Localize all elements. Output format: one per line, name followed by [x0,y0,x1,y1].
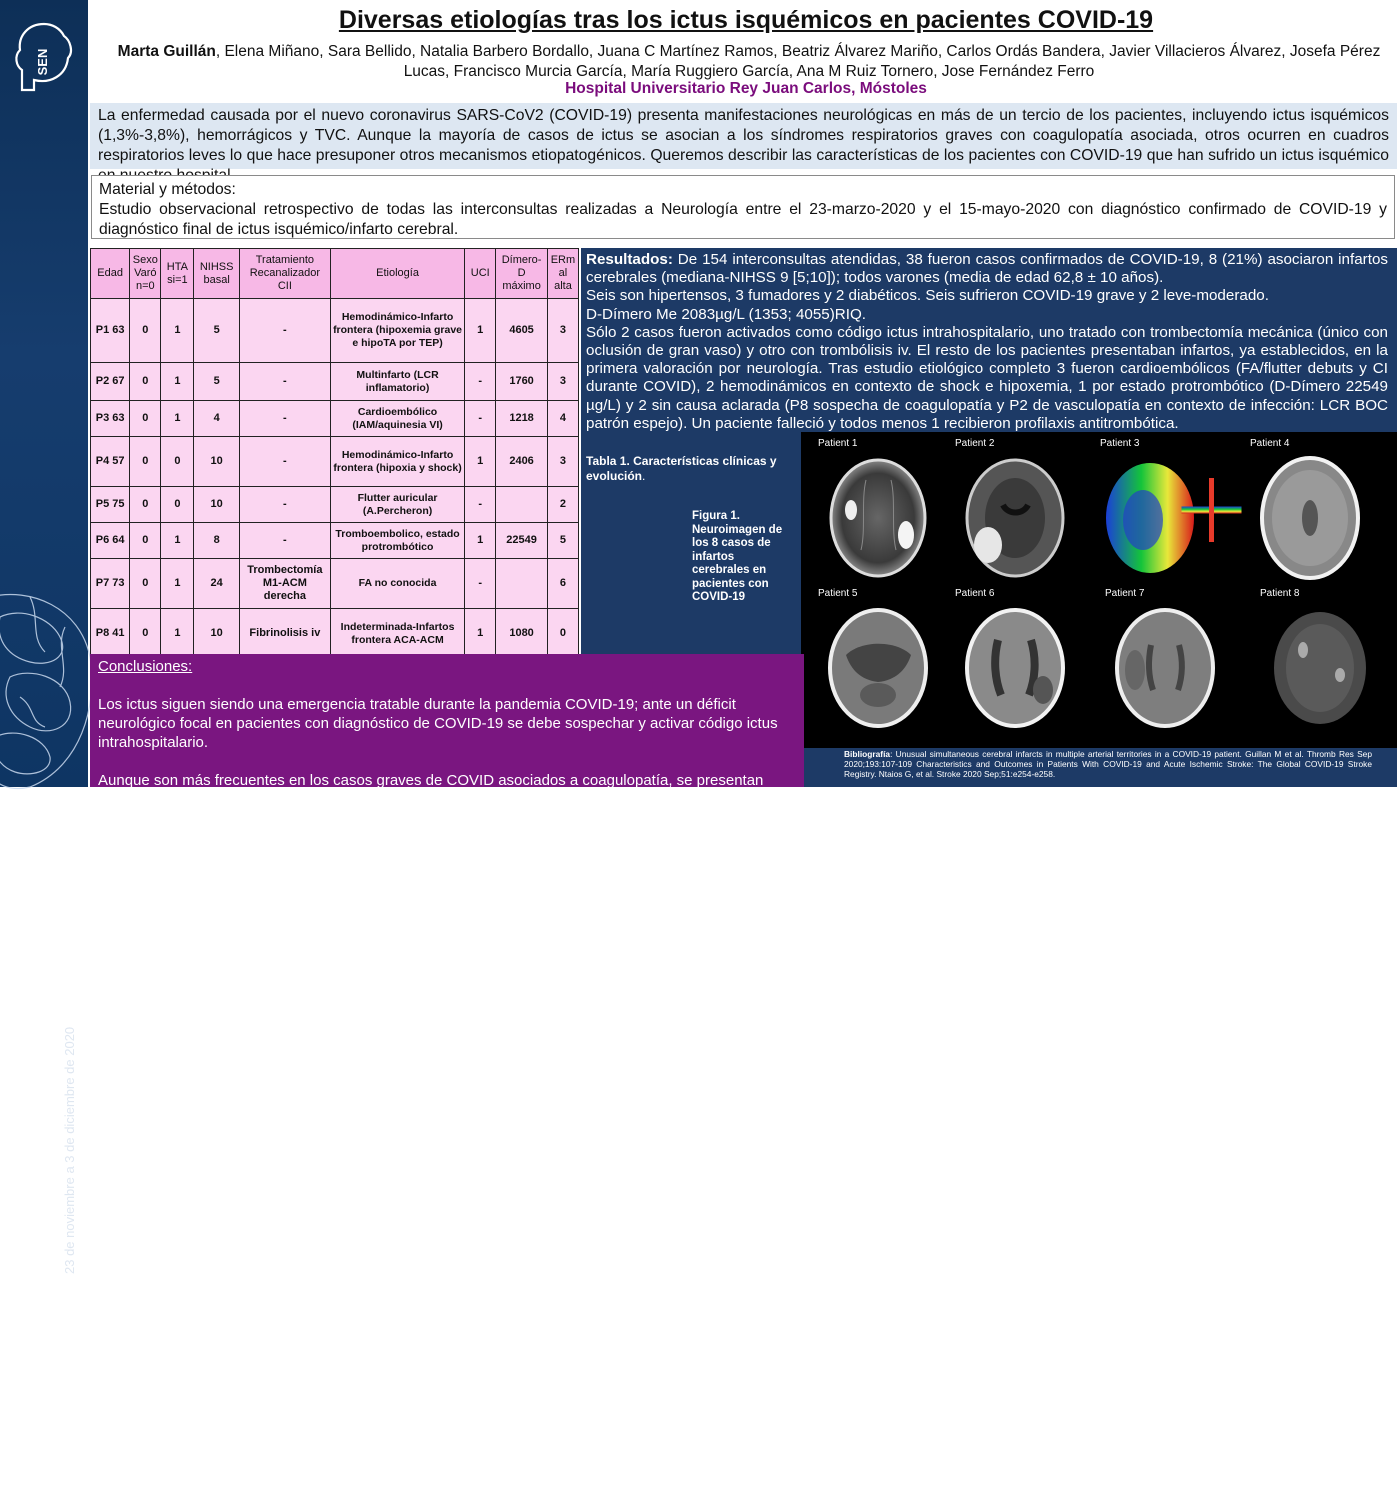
patient-image [943,434,1088,586]
figure-caption: Figura 1. Neuroimagen de los 8 casos de infartos cerebrales en pacientes con COVID-19 [692,510,783,603]
patient-label: Patient 8 [1260,588,1300,599]
cell-dimero: 1080 [496,609,548,659]
captions-panel [581,432,801,656]
cell-edad: P1 63 [91,299,130,363]
cell-edad: P7 73 [91,559,130,609]
cell-sexo: 0 [130,437,161,487]
table-row [91,523,579,559]
cell-erm: 3 [547,299,578,363]
cell-dimero: 1218 [496,401,548,437]
col-etiologia: Etiología [330,249,464,299]
cell-hta: 0 [161,437,194,487]
cell-etiologia: Tromboembolico, estado protrombótico [330,523,464,559]
results-section [581,248,1397,432]
cell-hta: 1 [161,609,194,659]
cell-nihss: 8 [194,523,239,559]
cell-tratamiento: - [239,299,330,363]
cell-hta: 1 [161,401,194,437]
cell-tratamiento: - [239,487,330,523]
cell-nihss: 5 [194,299,239,363]
cell-dimero: 2406 [496,437,548,487]
cell-edad: P8 41 [91,609,130,659]
cell-uci: 1 [465,299,496,363]
cell-nihss: 10 [194,437,239,487]
ct-scan [806,600,951,735]
results-p1: De 154 interconsultas atendidas, 38 fueron casos confirmados de COVID-19, 8 (21%) asociaron infartos cerebrales (mediana-NIHSS 9 [5;10]); todos varones (media de edad 62,8 ± 10 años). [586,251,1388,287]
sen-logo [10,18,78,98]
cell-tratamiento: - [239,401,330,437]
table-row [91,299,579,363]
cell-uci: 1 [465,437,496,487]
results-p3: D-Dímero Me 2083µg/L (1353; 4055)RIQ. [586,305,867,323]
table-row [91,401,579,437]
cell-tratamiento: Trombectomía M1-ACM derecha [239,559,330,609]
col-edad: Edad [91,249,130,299]
bibliography-text: : Unusual simultaneous cerebral infarcts in multiple arterial territories in a COVID-19 patient. Guillan M et al. Thromb Res Sep 2020;193:107-109 Characteristics and Outcomes in Patients With COVID-19 and Acute Ischemic Stroke: The Global COVID-19 Stroke Registry. Ntaios G, et al. Stroke 2020 Sep;51:e254-e258. [844,749,1372,780]
cell-dimero: 1760 [496,363,548,401]
methods-heading: Material y métodos: [99,181,236,198]
patient-label: Patient 3 [1100,438,1140,449]
cell-nihss: 10 [194,487,239,523]
cell-edad: P4 57 [91,437,130,487]
patient-image [1093,584,1238,736]
cell-sexo: 0 [130,363,161,401]
patient-image [806,584,951,736]
ct-scan [1238,450,1383,585]
cell-sexo: 0 [130,487,161,523]
mri-scan [1248,600,1393,735]
cell-nihss: 4 [194,401,239,437]
cell-etiologia: Flutter auricular (A.Percheron) [330,487,464,523]
bibliography [804,748,1397,787]
cell-erm: 0 [547,609,578,659]
cell-etiologia: FA no conocida [330,559,464,609]
col-hta: HTA si=1 [161,249,194,299]
conclusions-p2: Aunque son más frecuentes en los casos graves de COVID asociados a coagulopatía, se presentan también en casos leve-moderados sin coagulopatía franca, presumiblemente por otros mecanismos. [98,772,766,808]
cell-erm: 2 [547,487,578,523]
patient-image [943,584,1088,736]
perfusion-map [1088,450,1233,585]
cell-etiologia: Hemodinámico-Infarto frontera (hipoxia y shock) [330,437,464,487]
cell-uci: - [465,363,496,401]
introduction: La enfermedad causada por el nuevo coronavirus SARS-CoV2 (COVID-19) presenta manifestaciones neurológicas en más de un tercio de los pacientes, incluyendo ictus isquémicos (1,3%-3,8%), hemorrágicos y TVC. Aunque la mayoría de casos de ictus se asocian a los síndromes respiratorios graves con coagulopatía asociada, otros ocurren en cuadros respiratorios leves lo que hace presuponer otros mecanismos etiopatogénicos. Queremos describir las características de los pacientes con COVID-19 que han sufrido un ictus isquémico [90,103,1397,169]
logo-text: SEN [35,48,50,76]
brain-illustration [0,577,100,797]
results-p4: Sólo 2 casos fueron activados como código ictus intrahospitalario, uno tratado con trombectomía mecánica (único con oclusión de gran vaso) y otro con trombólisis iv. El resto de los pacientes presentaban infartos, ya establecidos, en la primera valoración por neurología. Tras estudio etiológico completo 3 fueron cardioembólicos (FA/flutter debuts y CI durante COVID), 2 hemodinámicos en contexto de shock e hipoxemia, 1 por estado protrombótico (D-Dímero 22549 µg/L) y 2 sin causa aclarada (P8 sospecha de coagulopatía y P2 de vasculopatía en contexto de infección: LCR BOC patrón espejo). Un paciente falleció y todos menos 1 recibieron profilaxis antitrombótica. [586,323,1388,432]
col-nihss: NIHSS basal [194,249,239,299]
cell-tratamiento: - [239,363,330,401]
patient-label: Patient 2 [955,438,995,449]
table-row [91,437,579,487]
first-author: Marta Guillán [117,43,216,60]
table-caption: Tabla 1. Características clínicas y evolución. [586,454,777,483]
cell-nihss: 10 [194,609,239,659]
conclusions-p1: Los ictus siguen siendo una emergencia tratable durante la pandemia COVID-19; ante un déficit neurológico focal en pacientes con diagnóstico de COVID-19 se debe sospechar y activar código ictus intrahospitalario. [98,696,778,751]
authors [104,42,1394,82]
conclusions-heading: Conclusiones: [98,658,193,675]
conclusions-section [90,654,804,808]
cell-dimero [496,487,548,523]
ct-scan [943,600,1088,735]
col-uci: UCI [465,249,496,299]
results-p2: Seis son hipertensos, 3 fumadores y 2 diabéticos. Seis sufrieron COVID-19 grave y 2 leve-moderado. [586,287,1269,305]
table-row [91,363,579,401]
cell-sexo: 0 [130,559,161,609]
patient-image [806,434,951,586]
cell-erm: 5 [547,523,578,559]
col-erm: ERm al alta [547,249,578,299]
cell-hta: 1 [161,523,194,559]
patient-label: Patient 6 [955,588,995,599]
neuroimaging-figure [801,432,1397,748]
col-sexo: Sexo Varó n=0 [130,249,161,299]
event-dates: 23 de noviembre a 3 de diciembre de 2020 [61,1026,77,1274]
patient-label: Patient 7 [1105,588,1145,599]
ct-scan [1093,600,1238,735]
cell-etiologia: Cardioembólico (IAM/aquinesia VI) [330,401,464,437]
cell-dimero [496,559,548,609]
cell-hta: 1 [161,299,194,363]
cell-nihss: 5 [194,363,239,401]
cell-hta: 1 [161,559,194,609]
cell-sexo: 0 [130,523,161,559]
cell-erm: 6 [547,559,578,609]
bibliography-label: Bibliografía [844,749,891,759]
cell-sexo: 0 [130,401,161,437]
cell-dimero: 4605 [496,299,548,363]
patient-image [1088,434,1233,586]
cell-tratamiento: Fibrinolisis iv [239,609,330,659]
cell-uci: - [465,401,496,437]
cell-edad: P2 67 [91,363,130,401]
cell-edad: P3 63 [91,401,130,437]
cell-etiologia: Hemodinámico-Infarto frontera (hipoxemia grave e hipoTA por TEP) [330,299,464,363]
methods-section [91,175,1395,239]
cell-erm: 3 [547,363,578,401]
event-title: LXXII REUNIÓN ANUAL DE LA [7,946,38,1274]
event-subtitle: SOCIEDAD ESPAÑOLA DE NEUROLOGÍA [35,844,59,1274]
other-authors: , Elena Miñano, Sara Bellido, Natalia Barbero Bordallo, Juana C Martínez Ramos, Beatriz Álvarez Mariño, Carlos Ordás Bandera, Javier Villacieros Álvarez, Josefa Pérez Lucas, Francisco Murcia García, María Ruggiero García, Ana M Ruiz Tornero, Jose Fernández Ferro [215,43,1381,80]
mri-scan [943,450,1088,585]
cell-nihss: 24 [194,559,239,609]
table-row [91,487,579,523]
cell-edad: P5 75 [91,487,130,523]
event-title-vertical [0,699,88,1486]
cell-hta: 1 [161,363,194,401]
patient-image [1248,584,1393,736]
cell-etiologia: Multinfarto (LCR inflamatorio) [330,363,464,401]
cell-uci: 1 [465,609,496,659]
cell-erm: 3 [547,437,578,487]
patient-label: Patient 5 [818,588,858,599]
patient-label: Patient 1 [818,438,858,449]
mri-scan [806,450,951,585]
cell-uci: - [465,559,496,609]
col-tratamiento: Tratamiento Recanalizador CII [239,249,330,299]
cell-sexo: 0 [130,609,161,659]
table-row [91,609,579,659]
cell-dimero: 22549 [496,523,548,559]
cell-hta: 0 [161,487,194,523]
clinical-table [90,248,579,654]
sidebar [0,0,88,1274]
cell-erm: 4 [547,401,578,437]
col-dimero: Dímero-D máximo [496,249,548,299]
methods-text: Estudio observacional retrospectivo de todas las interconsultas realizadas a Neurología entre el 23-marzo-2020 y el 15-mayo-2020 con diagnóstico confirmado de COVID-19 y diagnóstico final de ictus isquémico/infarto cerebral. [99,201,1387,238]
patient-label: Patient 4 [1250,438,1290,449]
hospital: Hospital Universitario Rey Juan Carlos, Móstoles [565,80,927,97]
cell-sexo: 0 [130,299,161,363]
cell-tratamiento: - [239,437,330,487]
table-row [91,559,579,609]
cell-etiologia: Indeterminada-Infartos frontera ACA-ACM [330,609,464,659]
table-header-row [91,249,579,299]
patient-image [1238,434,1383,586]
cell-uci: - [465,487,496,523]
poster-title: Diversas etiologías tras los ictus isquémicos en pacientes COVID-19 [338,6,1154,34]
cell-tratamiento: - [239,523,330,559]
cell-uci: 1 [465,523,496,559]
cell-edad: P6 64 [91,523,130,559]
results-heading: Resultados: [586,251,673,268]
